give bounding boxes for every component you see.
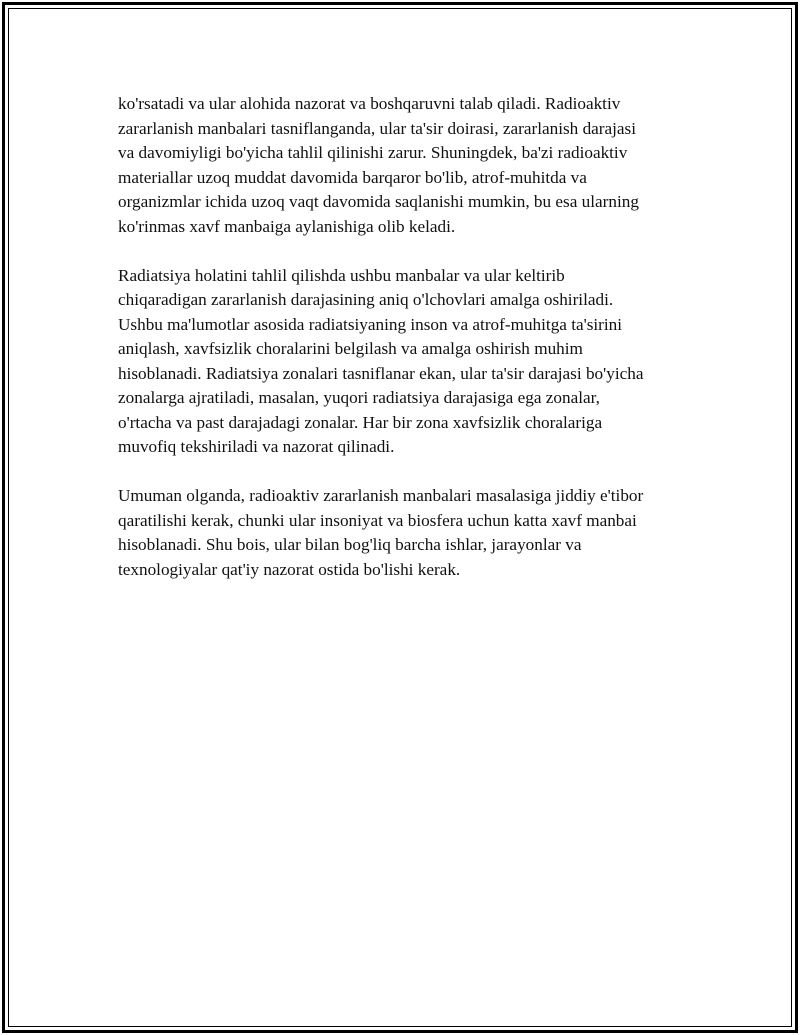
text-line: chiqaradigan zararlanish darajasining aniq o'lchovlari amalga oshiriladi. <box>118 290 614 309</box>
text-line: zonalarga ajratiladi, masalan, yuqori radiatsiya darajasiga ega zonalar, <box>118 388 600 407</box>
paragraph-2 <box>118 264 698 460</box>
text-line: materiallar uzoq muddat davomida barqaror bo'lib, atrof-muhitda va <box>118 167 587 187</box>
text-line: muvofiq tekshiriladi va nazorat qilinadi. <box>118 437 395 456</box>
text-line: hisoblanadi. Shu bois, ular bilan bog'liq barcha ishlar, jarayonlar va <box>118 535 582 554</box>
text-line: Ushbu ma'lumotlar asosida radiatsiyaning inson va atrof-muhitga ta'sirini <box>118 314 623 334</box>
paragraph-1 <box>118 92 698 239</box>
text-line: organizmlar ichida uzoq vaqt davomida saqlanishi mumkin, bu esa ularning <box>118 192 639 211</box>
text-line: ko'rinmas xavf manbaiga aylanishiga olib keladi. <box>118 216 456 236</box>
text-line: qaratilishi kerak, chunki ular insoniyat va biosfera uchun katta xavf manbai <box>118 510 637 530</box>
text-line: va davomiyligi bo'yicha tahlil qilinishi zarur. Shuningdek, ba'zi radioaktiv <box>118 143 628 162</box>
text-line: Radiatsiya holatini tahlil qilishda ushbu manbalar va ular keltirib <box>118 265 565 285</box>
text-line: Umuman olganda, radioaktiv zararlanish manbalari masalasiga jiddiy e'tibor <box>118 486 644 505</box>
text-line: o'rtacha va past darajadagi zonalar. Har bir zona xavfsizlik choralariga <box>118 412 603 432</box>
text-line: hisoblanadi. Radiatsiya zonalari tasniflanar ekan, ular ta'sir darajasi bo'yicha <box>118 363 644 383</box>
document-body <box>118 92 698 607</box>
text-line: aniqlash, xavfsizlik choralarini belgilash va amalga oshirish muhim <box>118 339 583 358</box>
text-line: zararlanish manbalari tasniflanganda, ular ta'sir doirasi, zararlanish darajasi <box>118 118 637 138</box>
text-line: ko'rsatadi va ular alohida nazorat va boshqaruvni talab qiladi. Radioaktiv <box>118 94 621 113</box>
paragraph-3 <box>118 484 698 582</box>
text-line: texnologiyalar qat'iy nazorat ostida bo'lishi kerak. <box>118 559 461 579</box>
